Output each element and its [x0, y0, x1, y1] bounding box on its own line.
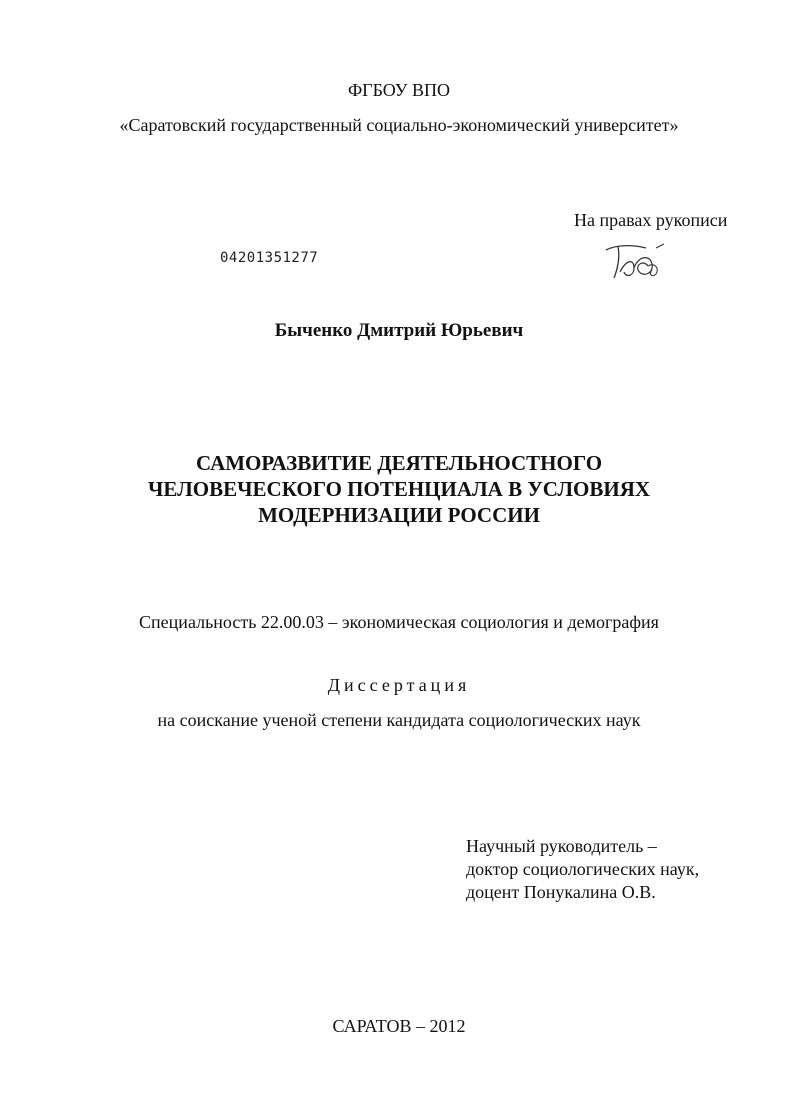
university-name: «Саратовский государственный социально-экономический университет» — [119, 115, 679, 135]
title-line: САМОРАЗВИТИЕ ДЕЯТЕЛЬНОСТНОГО — [195, 451, 603, 475]
organization-abbrev: ФГБОУ ВПО — [347, 80, 451, 100]
document-type: Диссертация — [327, 675, 471, 695]
manuscript-rights-note: На правах рукописи — [574, 210, 728, 230]
supervisor-block — [466, 835, 699, 904]
supervisor-role: Научный руководитель – — [466, 836, 657, 856]
title-line: МОДЕРНИЗАЦИИ РОССИИ — [258, 503, 540, 527]
catalog-number: 04201351277 — [220, 250, 319, 266]
author-name: Быченко Дмитрий Юрьевич — [274, 320, 524, 341]
supervisor-degree: доктор социологических наук, — [466, 859, 700, 879]
degree-statement: на соискание ученой степени кандидата социологических наук — [157, 710, 641, 730]
supervisor-name: доцент Понукалина О.В. — [466, 882, 656, 902]
dissertation-title — [0, 450, 798, 528]
handwritten-signature-icon — [604, 242, 668, 282]
title-line: ЧЕЛОВЕЧЕСКОГО ПОТЕНЦИАЛА В УСЛОВИЯХ — [147, 477, 651, 501]
specialty: Специальность 22.00.03 – экономическая социология и демография — [139, 612, 659, 632]
city-year: САРАТОВ – 2012 — [332, 1016, 466, 1036]
